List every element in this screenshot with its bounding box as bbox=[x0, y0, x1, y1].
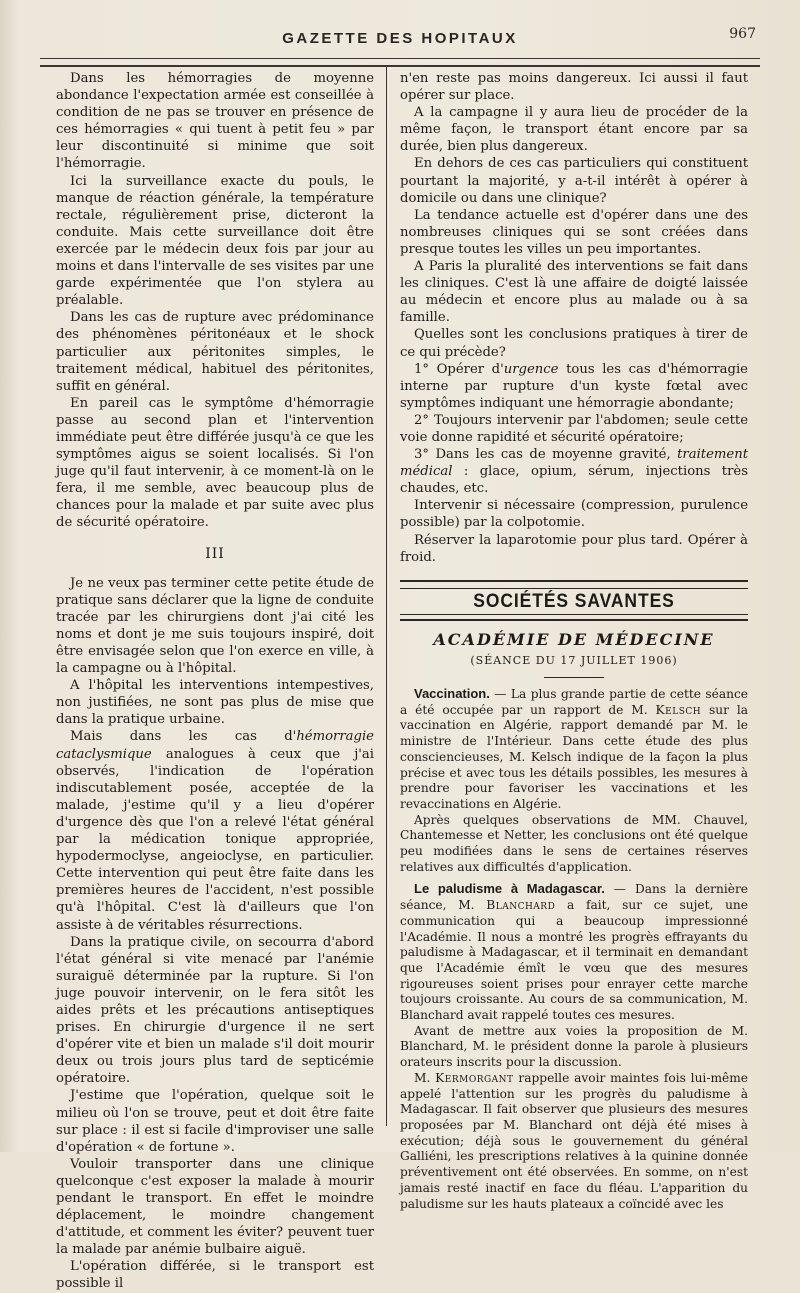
report-paragraph bbox=[400, 686, 748, 813]
paragraph: En pareil cas le symptôme d'hémorragie passe au second plan et l'intervention immédiate peut être différée jusqu'à ce que les symptômes aigus se soient localisés. Si l'on juge qu'il faut intervenir, à ce moment-là on le fera, il me semble, avec beaucoup plus de chances pour la malade et par suite avec plus de sécurité opératoire. bbox=[56, 395, 374, 531]
paragraph: Dans les hémorragies de moyenne abondance l'expectation armée est conseillée à condition de ne pas se trouver en présence de ces hémorragies « qui tuent à petit feu » par leur discontinuité si minime que soit l'hémorragie. bbox=[56, 71, 374, 172]
text-run: sur la vaccination en Algérie, rapport demandé par M. le ministre de l'Intérieur. Dans cette étude des plus consciencieuses, M. Kelsch indique de la façon la plus précise et avec tous les détails possibles, les mesures à prendre pour favoriser les vaccinations et les revaccinations en Algérie. bbox=[400, 702, 748, 811]
italic-term: urgence bbox=[503, 361, 559, 377]
section-number: III bbox=[205, 545, 225, 562]
section-banner-inner bbox=[400, 588, 748, 615]
text-run: — Dans la dernière séance, M. bbox=[400, 882, 749, 913]
person-name: Blanchard bbox=[486, 898, 556, 913]
conclusion-item: Réserver la laparotomie pour plus tard. Opérer à froid. bbox=[400, 532, 748, 565]
header-rule bbox=[40, 58, 760, 67]
italic-term: hémorragie cataclysmique bbox=[56, 729, 374, 762]
text-run: : glace, opium, sérum, injections très chaudes, etc. bbox=[400, 464, 748, 497]
paragraph: Vouloir transporter dans une clinique quelconque c'est exposer la malade à mourir pendant le transport. En effet le moindre déplacement, le moindre changement d'attitude, et comment les éviter? peuvent tuer la malade par anémie bulbaire aiguë. bbox=[56, 1156, 374, 1258]
text-run: rappelle avoir maintes fois lui-même appelé l'attention sur les progrès du paludisme à Madagascar. Il fait observer que plusieurs des mesures proposées par M. Blanchard ont déjà été mises à exécution; déjà sous le gouvernement du général Galliéni, les prescriptions relatives à la quinine donnée préventivement ont été observées. En somme, on n'est jamais resté inactif en face du fléau. L'apparition du paludisme sur les hauts plateaux a coïncidé avec les bbox=[400, 1070, 748, 1211]
conclusion-item: Intervenir si nécessaire (compression, purulence possible) par la colpotomie. bbox=[400, 498, 748, 531]
person-name: Kermorgant bbox=[435, 1070, 514, 1085]
journal-title: GAZETTE DES HOPITAUX bbox=[282, 30, 518, 47]
paragraph: L'opération différée, si le transport est possible il bbox=[56, 1259, 374, 1292]
text-run: 3° Dans les cas de moyenne gravité, bbox=[414, 447, 678, 463]
report-paragraph bbox=[400, 881, 748, 1023]
italic-term: traitement médical bbox=[400, 447, 748, 480]
paragraph: Ici la surveillance exacte du pouls, le manque de réaction générale, la température rectale, régulièrement prise, dicteront la conduite. Mais cette surveillance doit être exercée par le médecin deux fois par jour au moins et dans l'intervalle de ses visites par une garde expérimentée que l'on stylera au préalable. bbox=[56, 173, 374, 309]
report-paragraph: Avant de mettre aux voies la proposition de M. Blanchard, M. le président donne la parole à plusieurs orateurs inscrits pour la discussion. bbox=[400, 1023, 748, 1070]
paragraph: A la campagne il y aura lieu de procéder de la même façon, le transport étant encore par sa durée, bien plus dangereux. bbox=[400, 105, 748, 155]
society-title: ACADÉMIE DE MÉDECINE bbox=[433, 629, 715, 649]
conclusion-item: 2° Toujours intervenir par l'abdomen; seule cette voie donne rapidité et sécurité opératoire; bbox=[400, 412, 748, 445]
text-run: a fait, sur ce sujet, une communication qui a beaucoup impressionné l'Académie. Il nous a montré les progrès effrayants du paludisme à Madagascar, et il terminait en demandant que l'Académie émît le vœu que des mesures rigoureuses soient prises pour enrayer cette marche toujours croissante. Au cours de sa communication, M. Blanchard avait rappelé toutes ces mesures. bbox=[400, 898, 748, 1023]
paragraph: A Paris la pluralité des interventions se fait dans les cliniques. C'est là une affaire de doigté laissée au médecin et encore plus au malade ou à sa famille. bbox=[400, 259, 748, 326]
paragraph: J'estime que l'opération, quelque soit le milieu où l'on se trouve, peut et doit être faite sur place : il est si facile d'improviser une salle d'opération « de fortune ». bbox=[56, 1088, 374, 1155]
paragraph: La tendance actuelle est d'opérer dans une des nombreuses cliniques qui se sont créées dans presque toutes les villes un peu importantes. bbox=[400, 207, 748, 257]
topic-heading: Le paludisme à Madagascar. bbox=[414, 881, 605, 897]
conclusion-item bbox=[400, 361, 748, 412]
session-date: (SÉANCE DU 17 JUILLET 1906) bbox=[470, 653, 678, 667]
paragraph: A l'hôpital les interventions intempestives, non justifiées, ne sont pas plus de mise que dans la pratique urbaine. bbox=[56, 678, 374, 728]
conclusion-item bbox=[400, 446, 748, 497]
report-paragraph bbox=[400, 1071, 748, 1212]
report-paragraph: Après quelques observations de MM. Chauvel, Chantemesse et Netter, les conclusions ont été quelque peu modifiées dans le sens de certaines réserves relatives aux difficultés d'application. bbox=[400, 812, 748, 874]
left-column bbox=[56, 70, 374, 1293]
text-run: Mais dans les cas d' bbox=[70, 729, 297, 745]
page-number: 967 bbox=[729, 26, 756, 42]
paragraph: n'en reste pas moins dangereux. Ici aussi il faut opérer sur place. bbox=[400, 71, 748, 104]
text-run: analogues à ceux que j'ai observés, l'indication de l'opération indiscutablement posée, acceptée de la malade, j'estime qu'il y a lieu d'opérer d'urgence dès que l'on a relevé l'état général par la médication tonique appropriée, hypodermoclyse, angeioclyse, en particulier. Cette intervention qui peut être faite dans les premières heures de l'accident, n'est possible qu'à l'hôpital. C'est là d'ailleurs que l'on assiste à de véritables résurrections. bbox=[56, 746, 374, 933]
paragraph: Je ne veux pas terminer cette petite étude de pratique sans déclarer que la ligne de conduite tracée par les chirurgiens dont j'ai cité les noms et dont je me suis toujours inspiré, doit être envisagée selon que l'on exerce en ville, à la campagne ou à l'hôpital. bbox=[56, 575, 374, 677]
section-banner bbox=[400, 580, 748, 621]
person-name: Kelsch bbox=[655, 702, 702, 717]
paragraph bbox=[56, 728, 374, 933]
topic-heading: Vaccination. bbox=[414, 686, 490, 701]
text-run: M. bbox=[414, 1070, 436, 1085]
text-run: 1° Opérer d' bbox=[414, 361, 504, 377]
right-column bbox=[400, 70, 748, 1212]
page-header bbox=[40, 26, 760, 56]
text-run: tous les cas d'hémorragie interne par rupture d'un kyste fœtal avec symptômes indiquant une hémorragie abondante; bbox=[400, 361, 748, 411]
paragraph: En dehors de ces cas particuliers qui constituent pourtant la majorité, y a-t-il intérêt à opérer à domicile ou dans une clinique? bbox=[400, 156, 748, 206]
text-run: — La plus grande partie de cette séance a été occupée par un rapport de M. bbox=[400, 687, 748, 717]
short-rule bbox=[544, 677, 604, 678]
academy-report bbox=[400, 686, 748, 1212]
paragraph: Dans la pratique civile, on secourra d'abord l'état général si vite menacé par l'anémie suraiguë déterminée par la rupture. Si l'on juge pouvoir intervenir, on le fera sitôt les aides prêts et les précautions antiseptiques prises. En chirurgie d'urgence il ne sert d'opérer vite et bien un malade s'il doit mourir deux ou trois jours plus tard de septicémie opératoire. bbox=[56, 934, 374, 1087]
paragraph: Dans les cas de rupture avec prédominance des phénomènes péritonéaux et le shock particulier aux péritonites simples, le traitement médical, habituel des péritonites, suffit en général. bbox=[56, 310, 374, 394]
section-title: SOCIÉTÉS SAVANTES bbox=[473, 590, 675, 612]
column-divider bbox=[386, 66, 387, 1126]
paragraph: Quelles sont les conclusions pratiques à tirer de ce qui précède? bbox=[400, 327, 748, 360]
